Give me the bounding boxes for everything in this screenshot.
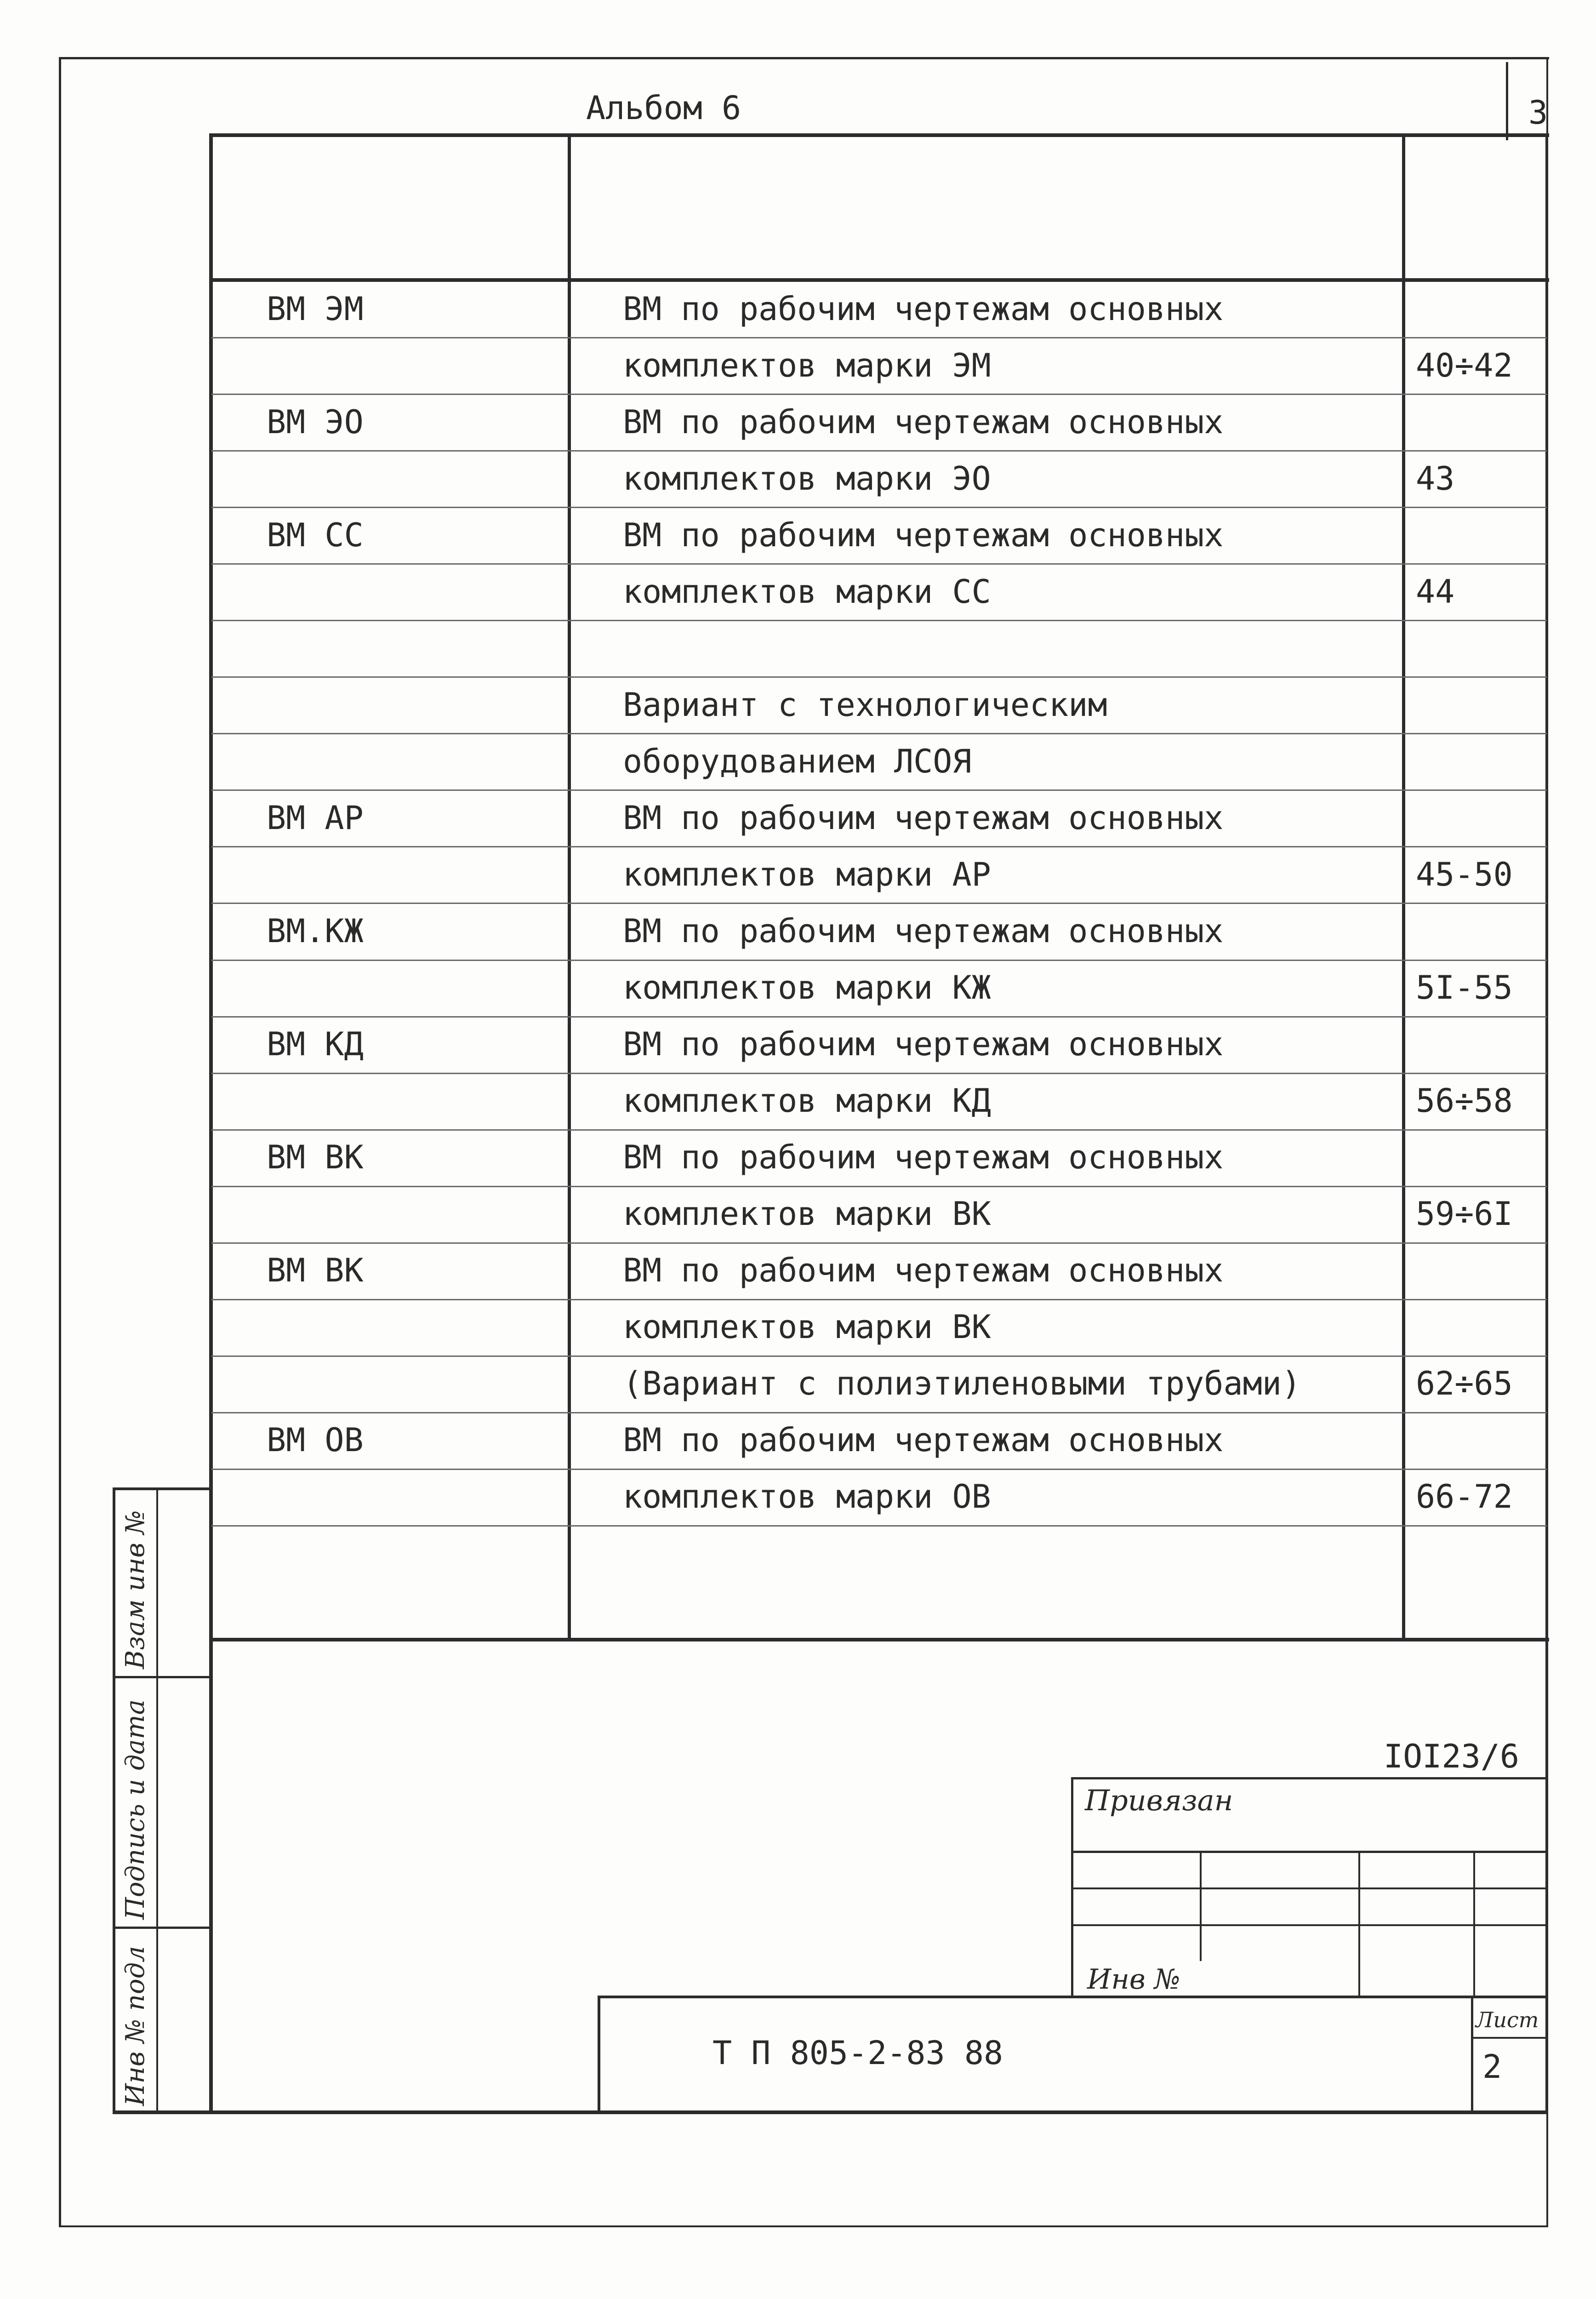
row-description: комплектов марки КД [623, 1082, 991, 1120]
table-header-bottom [209, 278, 1549, 282]
row-description: ВМ по рабочим чертежам основных [623, 912, 1224, 950]
row-code: ВМ СС [267, 516, 364, 554]
list-label: Лист [1476, 2007, 1539, 2032]
row-description: ВМ по рабочим чертежам основных [623, 403, 1224, 441]
row-separator [211, 1073, 1547, 1074]
row-description: ВМ по рабочим чертежам основных [623, 1138, 1224, 1176]
row-separator [211, 1525, 1547, 1527]
tb-cell-div-3 [1473, 1851, 1475, 1998]
row-description: комплектов марки ОВ [623, 1478, 991, 1516]
table-left-border [209, 133, 213, 2113]
table-bottom-border [209, 1638, 1549, 1641]
row-description: ВМ по рабочим чертежам основных [623, 799, 1224, 837]
row-pages: 5I-55 [1416, 969, 1513, 1007]
row-pages: 40÷42 [1416, 347, 1513, 384]
row-description: комплектов марки ВК [623, 1195, 991, 1233]
row-separator [211, 337, 1547, 338]
row-separator [211, 1186, 1547, 1187]
side-vzam-inv: Взам инв № [120, 1510, 150, 1669]
row-pages: 62÷65 [1416, 1365, 1513, 1402]
tb-line-4 [598, 1996, 1548, 1998]
row-description: ВМ по рабочим чертежам основных [623, 1025, 1224, 1063]
outer-frame-left [59, 57, 61, 2227]
row-separator [211, 450, 1547, 452]
row-pages: 59÷6I [1416, 1195, 1513, 1233]
column-divider-1 [568, 133, 571, 1641]
row-separator [211, 620, 1547, 621]
sheet-number: 3 [1528, 94, 1548, 132]
row-separator [211, 1299, 1547, 1300]
tb-line-2 [1071, 1887, 1548, 1889]
side-div-1 [113, 1676, 211, 1678]
tb-cell-div-2 [1358, 1851, 1360, 1998]
row-description: комплектов марки КЖ [623, 969, 991, 1007]
outer-frame-top [60, 57, 1549, 59]
row-separator [211, 507, 1547, 508]
side-div-2 [113, 1927, 211, 1929]
privyazan-label: Привязан [1085, 1784, 1233, 1817]
tb-cell-div-1 [1200, 1851, 1202, 1961]
tb-project-left [598, 1996, 600, 2113]
row-pages: 66-72 [1416, 1478, 1513, 1516]
row-description: комплектов марки ЭМ [623, 347, 991, 384]
row-code: ВМ ЭО [267, 403, 364, 441]
document-code: IOI23/6 [1384, 1738, 1520, 1775]
tb-list-left [1471, 1996, 1473, 2113]
row-description: комплектов марки ВК [623, 1308, 991, 1346]
row-separator [211, 903, 1547, 904]
tb-top [1071, 1777, 1548, 1779]
row-code: ВМ ОВ [267, 1421, 364, 1459]
row-code: ВМ АР [267, 799, 364, 837]
side-inv-podl: Инв № подл [120, 1946, 150, 2106]
row-description: комплектов марки АР [623, 856, 991, 893]
side-left [113, 1487, 115, 2113]
row-pages: 44 [1416, 573, 1455, 611]
side-bottom [113, 2110, 1548, 2114]
row-code: ВМ КД [267, 1025, 364, 1063]
row-pages: 56÷58 [1416, 1082, 1513, 1120]
column-divider-2 [1402, 133, 1405, 1641]
row-description: комплектов марки ЭО [623, 460, 991, 498]
row-separator [211, 1355, 1547, 1357]
row-description: ВМ по рабочим чертежам основных [623, 1421, 1224, 1459]
row-description: (Вариант с полиэтиленовыми трубами) [623, 1365, 1301, 1402]
outer-frame-bottom [59, 2225, 1548, 2227]
table-right-border [1545, 133, 1548, 2113]
row-separator [211, 846, 1547, 847]
list-value: 2 [1482, 2048, 1502, 2086]
row-code: ВМ ВК [267, 1252, 364, 1289]
side-mid [156, 1487, 158, 2113]
side-podpis-data: Подпись и дата [120, 1699, 150, 1920]
row-separator [211, 789, 1547, 791]
sheet-number-divider [1506, 62, 1508, 140]
row-separator [211, 960, 1547, 961]
album-title: Альбом 6 [586, 89, 741, 127]
row-pages: 45-50 [1416, 856, 1513, 893]
row-separator [211, 1129, 1547, 1131]
row-description: оборудованием ЛСОЯ [623, 743, 972, 780]
inv-no-label: Инв № [1087, 1963, 1180, 1996]
row-separator [211, 563, 1547, 565]
row-pages: 43 [1416, 460, 1455, 498]
row-separator [211, 733, 1547, 734]
row-description: ВМ по рабочим чертежам основных [623, 1252, 1224, 1289]
row-separator [211, 394, 1547, 395]
project-designation: Т П 805-2-83 88 [712, 2034, 1003, 2072]
row-description: Вариант с технологическим [623, 686, 1107, 724]
side-top [113, 1487, 211, 1490]
row-separator [211, 1242, 1547, 1244]
tb-line-3 [1071, 1924, 1548, 1926]
row-separator [211, 1469, 1547, 1470]
tb-line-1 [1071, 1851, 1548, 1853]
row-code: ВМ ЭМ [267, 290, 364, 328]
row-separator [211, 1412, 1547, 1413]
table-top-border [209, 133, 1549, 137]
row-separator [211, 1016, 1547, 1018]
row-description: ВМ по рабочим чертежам основных [623, 516, 1224, 554]
row-separator [211, 676, 1547, 678]
row-description: комплектов марки СС [623, 573, 991, 611]
row-code: ВМ ВК [267, 1138, 364, 1176]
row-code: ВМ.КЖ [267, 912, 364, 950]
tb-list-line [1471, 2037, 1548, 2039]
row-description: ВМ по рабочим чертежам основных [623, 290, 1224, 328]
